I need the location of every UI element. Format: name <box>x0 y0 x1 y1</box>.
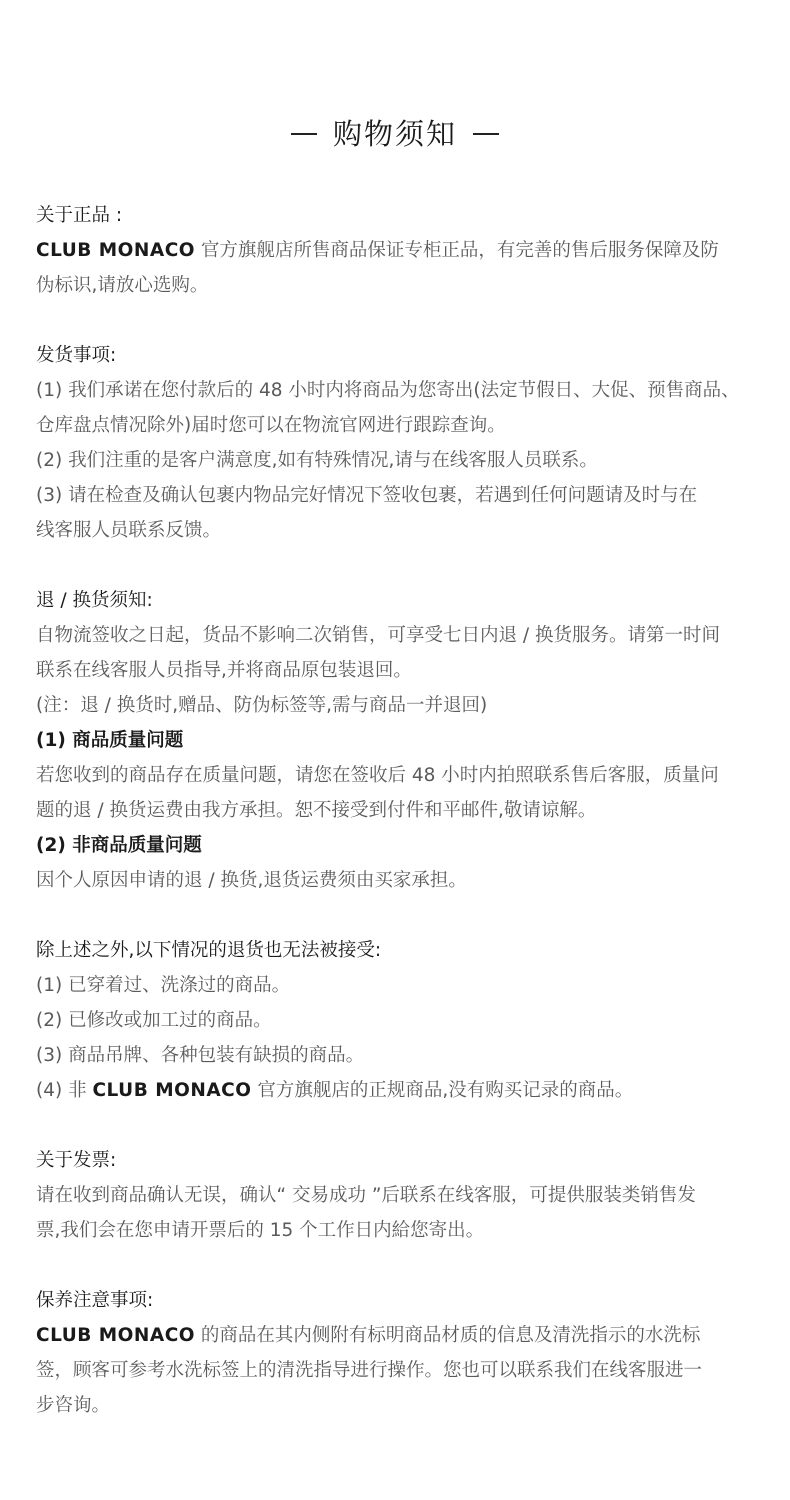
brand-name: CLUB MONACO <box>36 240 196 261</box>
section-returns <box>36 583 756 898</box>
paragraph-line: 请在收到商品确认无误，确认“ 交易成功 ”后联系在线客服，可提供服装类销售发 <box>36 1185 696 1206</box>
paragraph-line: (3) 商品吊牌、各种包装有缺损的商品。 <box>36 1045 365 1066</box>
paragraph-line: 若您收到的商品存在质量问题，请您在签收后 48 小时内拍照联系售后客服，质量问 <box>36 765 719 786</box>
line-text: 官方旗舰店的正规商品,没有购买记录的商品。 <box>251 1080 634 1101</box>
section-heading: 除上述之外,以下情况的退货也无法被接受: <box>36 940 382 961</box>
paragraph-line: (2) 我们注重的是客户满意度,如有特殊情况,请与在线客服人员联系。 <box>36 450 598 471</box>
title-right-dash <box>473 133 499 135</box>
paragraph-line: (1) 我们承诺在您付款后的 48 小时内将商品为您寄出(法定节假日、大促、预售商品、 <box>36 380 740 401</box>
paragraph-line: 票,我们会在您申请开票后的 15 个工作日内給您寄出。 <box>36 1220 485 1241</box>
paragraph-line: 题的退 / 换货运费由我方承担。恕不接受到付件和平邮件,敬请谅解。 <box>36 800 597 821</box>
page-title-row <box>0 112 790 156</box>
subheading-quality-issue: (1) 商品质量问题 <box>36 730 184 751</box>
section-heading: 保养注意事项: <box>36 1290 154 1311</box>
paragraph-line: 仓库盘点情况除外)届时您可以在物流官网进行跟踪查询。 <box>36 415 506 436</box>
paragraph-line: 签，顾客可参考水洗标签上的清洗指导进行操作。您也可以联系我们在线客服进一 <box>36 1360 703 1381</box>
paragraph-line: (注：退 / 换货时,赠品、防伪标签等,需与商品一并退回) <box>36 695 488 716</box>
paragraph-line <box>36 1073 756 1108</box>
section-heading: 关于正品 : <box>36 205 123 226</box>
line-text: 的商品在其内侧附有标明商品材质的信息及清洗指示的水洗标 <box>195 1325 701 1346</box>
section-exceptions <box>36 933 756 1108</box>
subheading-non-quality-issue: (2) 非商品质量问题 <box>36 835 202 856</box>
brand-name: CLUB MONACO <box>92 1080 252 1101</box>
paragraph-line: 步咨询。 <box>36 1395 111 1416</box>
paragraph-line: 因个人原因申请的退 / 换货,退货运费须由买家承担。 <box>36 870 467 891</box>
section-shipping <box>36 338 756 548</box>
brand-name: CLUB MONACO <box>36 1325 196 1346</box>
paragraph-line: 联系在线客服人员指导,并将商品原包装退回。 <box>36 660 412 681</box>
paragraph-line: (1) 已穿着过、洗涤过的商品。 <box>36 975 291 996</box>
paragraph-line: (2) 已修改或加工过的商品。 <box>36 1010 272 1031</box>
title-left-dash <box>291 133 317 135</box>
section-heading: 退 / 换货须知: <box>36 590 153 611</box>
notice-content <box>36 198 756 1458</box>
paragraph-line: 自物流签收之日起，货品不影响二次销售，可享受七日内退 / 换货服务。请第一时间 <box>36 625 720 646</box>
paragraph-line: 伪标识,请放心选购。 <box>36 275 209 296</box>
section-heading: 发货事项: <box>36 345 117 366</box>
paragraph-line: 线客服人员联系反馈。 <box>36 520 222 541</box>
section-authentic <box>36 198 756 303</box>
paragraph-line <box>36 1318 756 1353</box>
line-text: (4) 非 <box>36 1080 93 1101</box>
page-title: 购物须知 <box>332 117 457 151</box>
section-care <box>36 1283 756 1423</box>
line-text: 官方旗舰店所售商品保证专柜正品，有完善的售后服务保障及防 <box>195 240 719 261</box>
section-heading: 关于发票: <box>36 1150 117 1171</box>
section-invoice <box>36 1143 756 1248</box>
paragraph-line <box>36 233 756 268</box>
paragraph-line: (3) 请在检查及确认包裹内物品完好情况下签收包裹，若遇到任何问题请及时与在 <box>36 485 698 506</box>
